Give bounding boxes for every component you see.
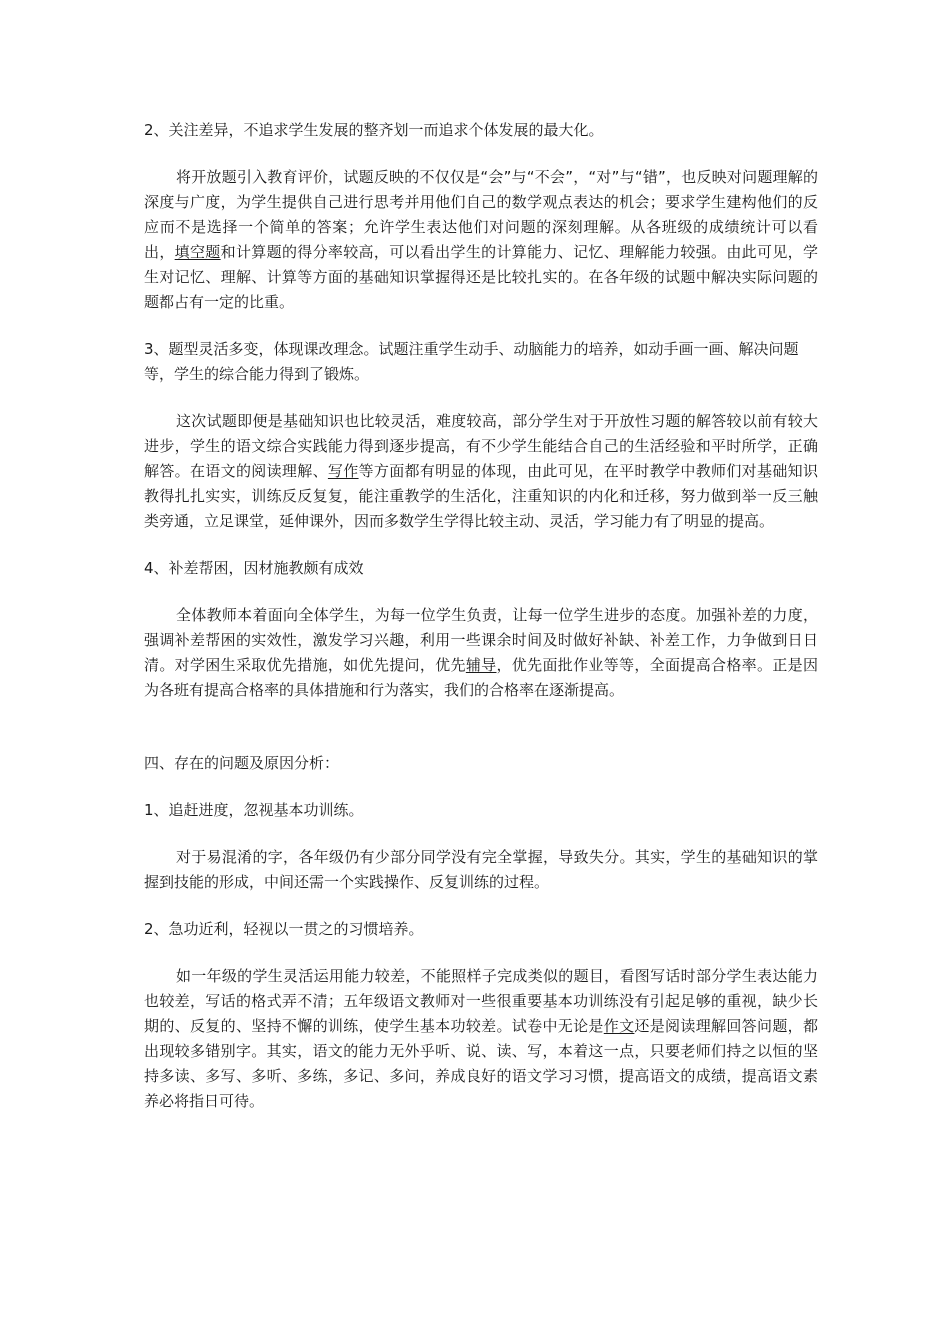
paragraph-text: 全体教师本着面向全体学生，为每一位学生负责，让每一位学生进步的态度。加强补差的力度，强调补差帮困的实效性，激发学习兴趣，利用一些课余时间及时做好补缺、补差工作，力争做到日日清。对学困生采取优先措施，如优先提问，优先	[144, 606, 818, 674]
link-writing[interactable]: 写作	[327, 462, 359, 480]
paragraph-open-questions	[144, 165, 818, 315]
paragraph-text: 将开放题引入教育评价，试题反映的不仅仅是“会”与“不会”，“对”与“错”，也反映对问题理解的深度与广度，为学生提供自己进行思考并用他们自己的数学观点表达的机会；要求学生建构他们的反应而不是选择一个简单的答案；允许学生表达他们对问题的深刻理解。从各班级的成绩统计可以看出，	[144, 168, 818, 261]
paragraph-text: 和计算题的得分率较高，可以看出学生的计算能力、记忆、理解能力较强。由此可见，学生对记忆、理解、计算等方面的基础知识掌握得还是比较扎实的。在各年级的试题中解决实际问题的题都占有一定的比重。	[144, 243, 818, 311]
paragraph-flexible-questions	[144, 409, 818, 534]
paragraph-text: 这次试题即便是基础知识也比较灵活，难度较高，部分学生对于开放性习题的解答较以前有较大进步，学生的语文综合实践能力得到逐步提高，有不少学生能结合自己的生活经验和平时所学，正确解答。在语文的阅读理解、	[144, 412, 818, 480]
section-heading-4-remedial: 4、补差帮困，因材施教颇有成效	[144, 559, 364, 577]
paragraph-text: 对于易混淆的字，各年级仍有少部分同学没有完全掌握，导致失分。其实，学生的基础知识的掌握到技能的形成，中间还需一个实践操作、反复训练的过程。	[144, 848, 818, 891]
paragraph-text: 等方面都有明显的体现，由此可见，在平时教学中教师们对基础知识教得扎扎实实，训练反反复复，能注重教学的生活化，注重知识的内化和迁移，努力做到举一反三触类旁通，立足课堂，延伸课外，因而多数学生学得比较主动、灵活，学习能力有了明显的提高。	[144, 462, 818, 530]
link-fill-blank[interactable]: 填空题	[174, 243, 221, 261]
paragraph-first-grade	[144, 964, 818, 1114]
section-heading-1-rushing-progress: 1、追赶进度，忽视基本功训练。	[144, 801, 364, 819]
paragraph-text: 如一年级的学生灵活运用能力较差，不能照样子完成类似的题目，看图写话时部分学生表达能力也较差，写话的格式弄不清；五年级语文教师对一些很重要基本功训练没有引起足够的重视，缺少长期的、反复的、坚持不懈的训练，使学生基本功较差。试卷中无论是	[144, 967, 818, 1035]
section-heading-problems-analysis: 四、存在的问题及原因分析：	[144, 754, 340, 772]
paragraph-all-teachers	[144, 603, 818, 703]
link-composition[interactable]: 作文	[603, 1017, 635, 1035]
section-heading-2-quick-success: 2、急功近利，轻视以一贯之的习惯培养。	[144, 920, 424, 938]
document-page	[144, 118, 818, 1136]
section-heading-3-question-types: 3、题型灵活多变，体现课改理念。试题注重学生动手、动脑能力的培养，如动手画一画、解决问题等，学生的综合能力得到了锻炼。	[144, 340, 799, 383]
paragraph-text: 还是阅读理解回答问题，都出现较多错别字。其实，语文的能力无外乎听、说、读、写，本着这一点，只要老师们持之以恒的坚持多读、多写、多听、多练，多记、多问，养成良好的语文学习习惯，提高语文的成绩，提高语文素养必将指日可待。	[144, 1017, 818, 1110]
link-tutoring[interactable]: 辅导	[465, 656, 497, 674]
section-heading-2-focus-differences: 2、关注差异，不追求学生发展的整齐划一而追求个体发展的最大化。	[144, 121, 604, 139]
paragraph-text: ，优先面批作业等等，全面提高合格率。正是因为各班有提高合格率的具体措施和行为落实，我们的合格率在逐渐提高。	[144, 656, 818, 699]
paragraph-confusing-characters	[144, 845, 818, 895]
